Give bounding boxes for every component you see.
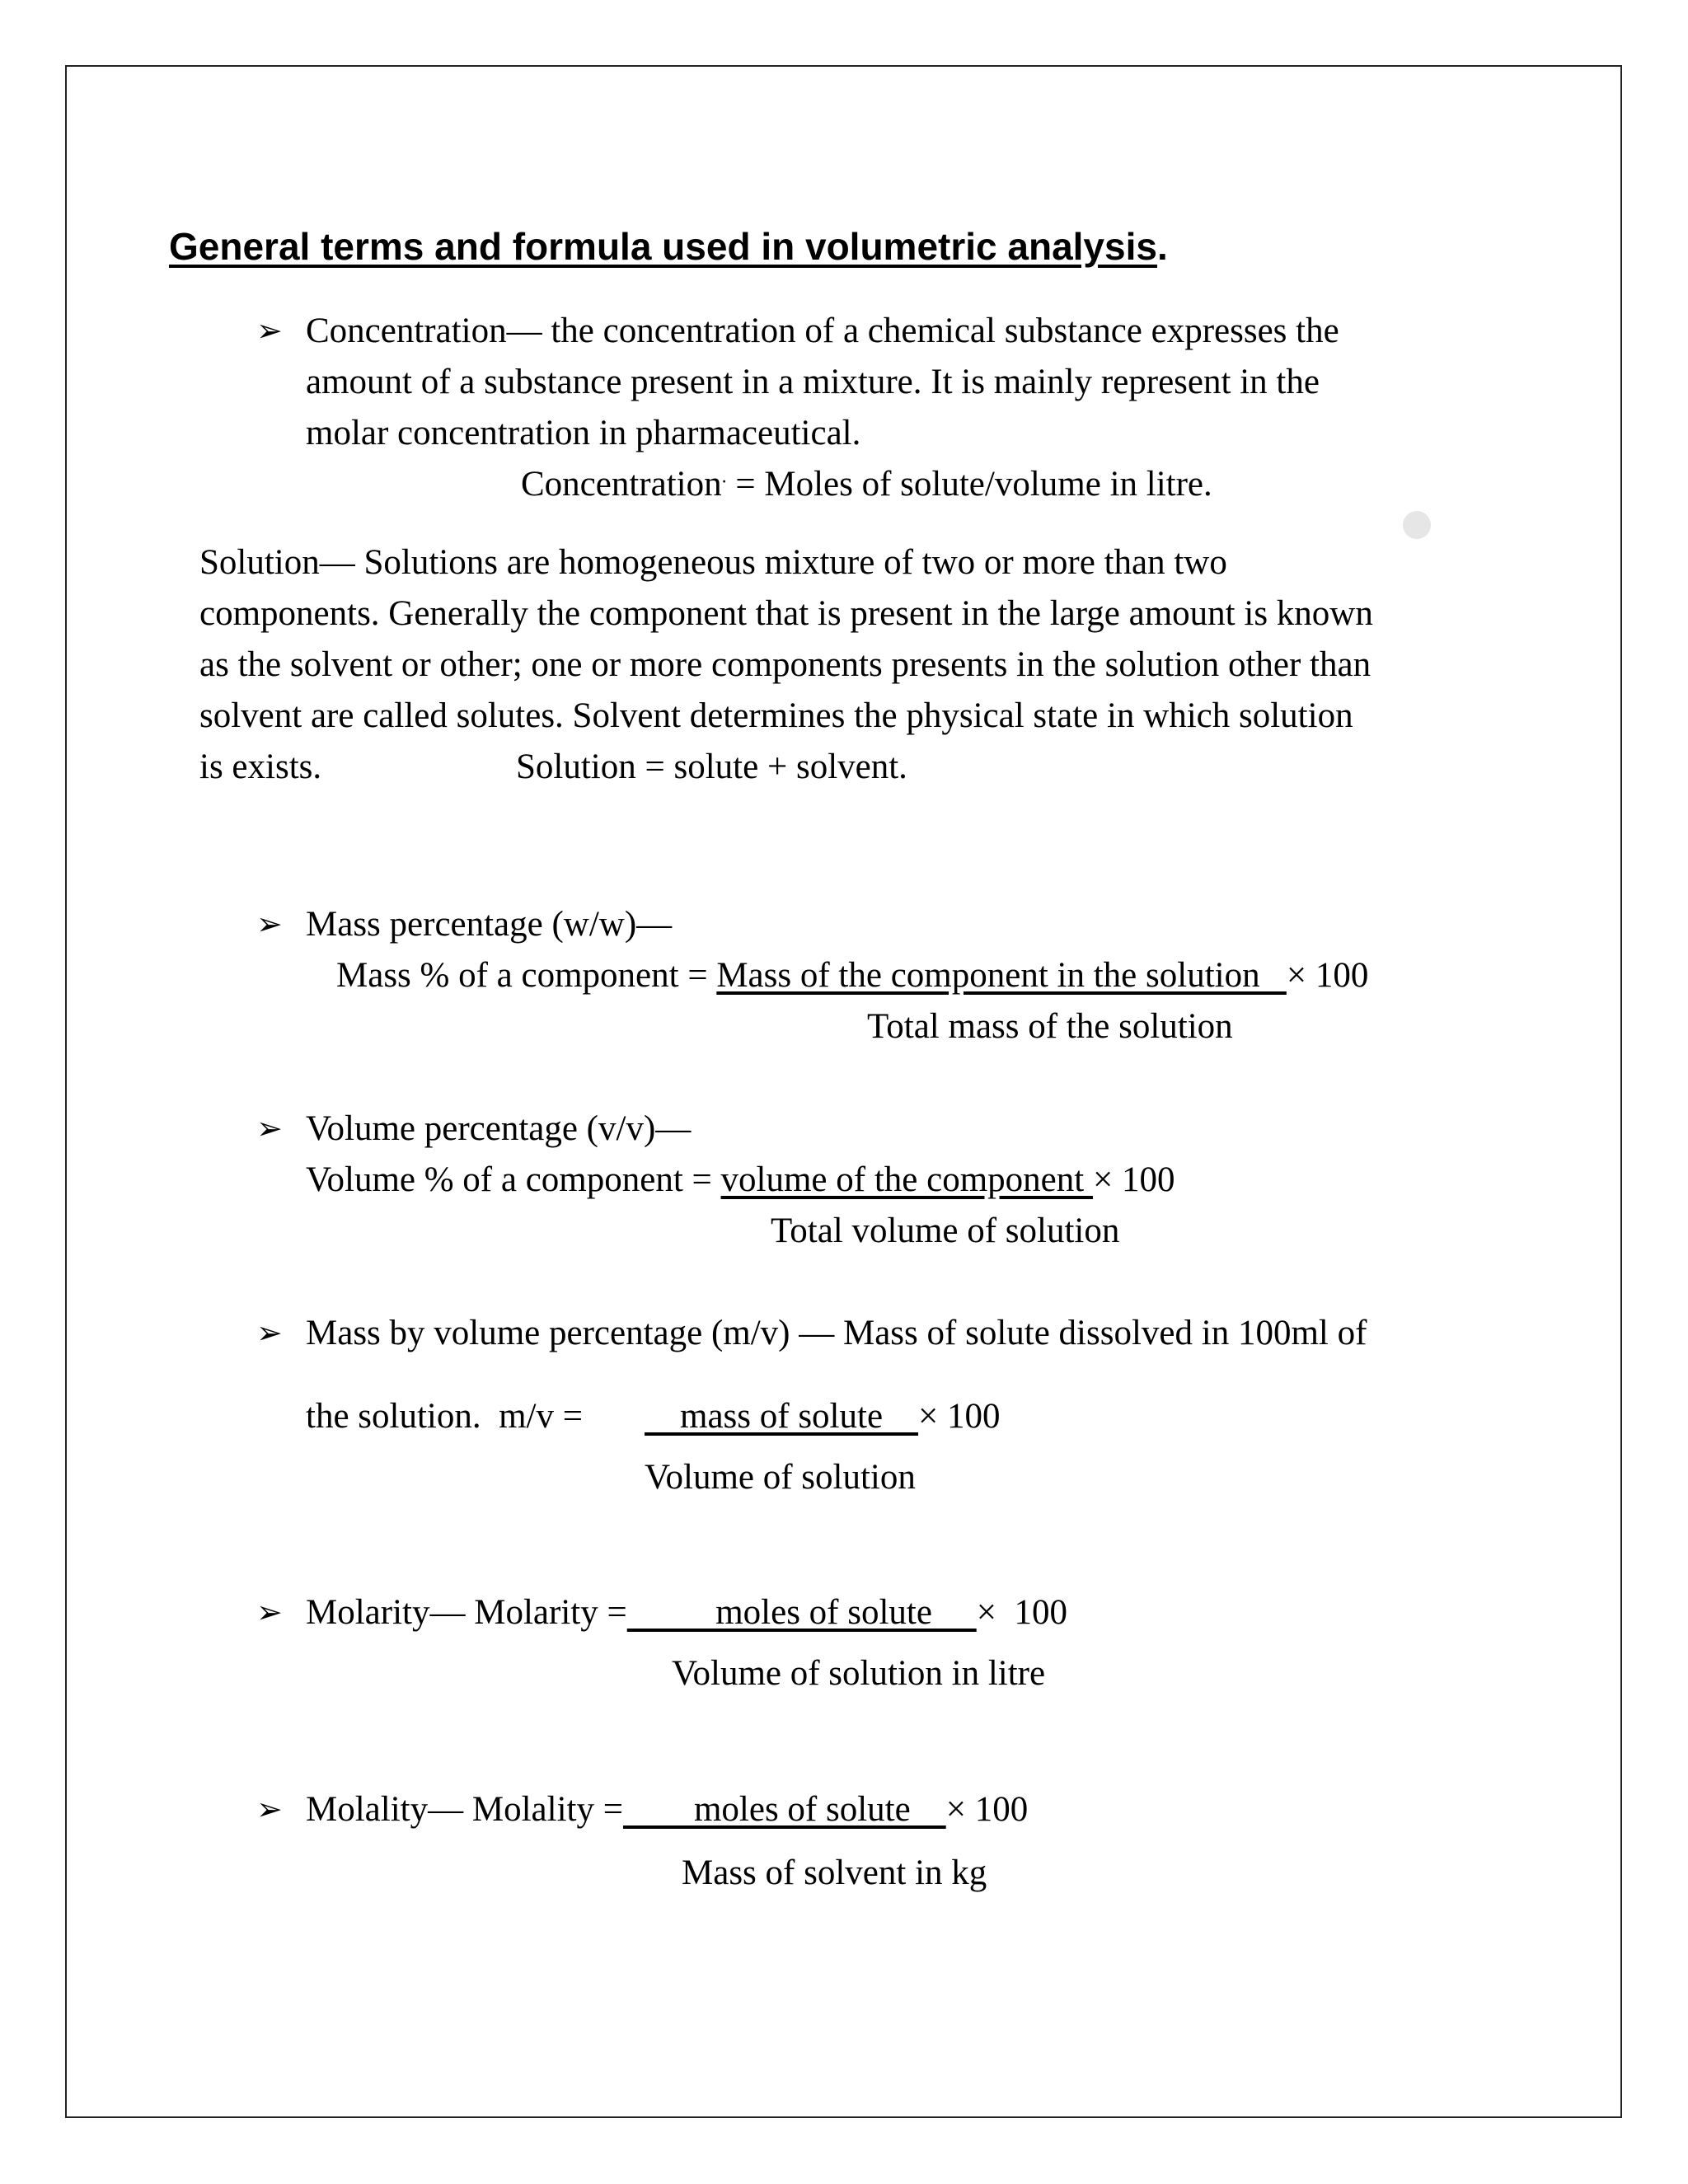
- bullet-icon: ➢: [256, 1110, 283, 1146]
- page-title-period: .: [1156, 225, 1168, 268]
- solution-line-5-formula: Solution = solute + solvent.: [516, 748, 907, 786]
- bullet-icon: ➢: [256, 1791, 283, 1827]
- bullet-icon: ➢: [256, 906, 283, 942]
- bullet-icon: ➢: [256, 312, 283, 349]
- volume-percentage-lhs: Volume % of a component =: [306, 1160, 721, 1199]
- mass-by-volume-lhs: the solution. m/v =: [306, 1397, 584, 1436]
- molality-numerator: moles of solute: [622, 1790, 946, 1829]
- page-title: [169, 224, 1168, 269]
- mass-by-volume-denominator: Volume of solution: [645, 1458, 916, 1497]
- mass-percentage-denominator: Total mass of the solution: [867, 1007, 1233, 1046]
- mass-by-volume-heading: Mass by volume percentage (m/v) — Mass of solute dissolved in 100ml of: [306, 1314, 1367, 1352]
- solution-line-5-text: is exists.: [199, 748, 322, 786]
- bullet-icon: ➢: [256, 1315, 283, 1351]
- mass-percentage-numerator: Mass of the component in the solution: [716, 956, 1287, 995]
- page-title-text: General terms and formula used in volumetric analysis: [169, 225, 1157, 268]
- molarity-formula: [306, 1595, 1067, 1630]
- volume-percentage-heading: Volume percentage (v/v)—: [306, 1109, 692, 1148]
- volume-percentage-multiplier: × 100: [1092, 1160, 1175, 1199]
- molality-lhs: Molality— Molality =: [306, 1790, 623, 1829]
- concentration-line-2: amount of a substance present in a mixture. It is mainly represent in the: [306, 363, 1320, 401]
- mass-by-volume-numerator: mass of solute: [645, 1397, 919, 1436]
- molality-denominator: Mass of solvent in kg: [682, 1854, 987, 1892]
- mass-by-volume-multiplier: × 100: [918, 1397, 1001, 1436]
- molality-formula: [306, 1792, 1028, 1827]
- bullet-icon: ➢: [256, 1594, 283, 1630]
- volume-percentage-numerator: volume of the component: [720, 1160, 1093, 1199]
- volume-percentage-denominator: Total volume of solution: [771, 1212, 1120, 1250]
- volume-percentage-formula: [306, 1162, 1175, 1197]
- solution-line-4: solvent are called solutes. Solvent determines the physical state in which solution: [199, 696, 1353, 735]
- mass-by-volume-fraction: [645, 1399, 1001, 1434]
- mass-percentage-lhs: Mass % of a component =: [336, 956, 717, 995]
- solution-line-1: Solution— Solutions are homogeneous mixture of two or more than two: [199, 543, 1227, 582]
- molality-multiplier: × 100: [945, 1790, 1029, 1829]
- concentration-formula-right: = Moles of solute/volume in litre.: [726, 465, 1212, 504]
- molarity-denominator: Volume of solution in litre: [672, 1654, 1046, 1693]
- concentration-formula-dot: .: [721, 466, 727, 488]
- concentration-formula: [521, 466, 1212, 502]
- concentration-line-3: molar concentration in pharmaceutical.: [306, 414, 861, 452]
- concentration-line-1: Concentration— the concentration of a chemical substance expresses the: [306, 312, 1339, 350]
- molarity-numerator: moles of solute: [626, 1593, 977, 1632]
- scan-smudge: [1403, 511, 1431, 539]
- solution-line-3: as the solvent or other; one or more components presents in the solution other than: [199, 645, 1372, 684]
- molarity-multiplier: × 100: [976, 1593, 1067, 1632]
- molarity-lhs: Molarity— Molarity =: [306, 1593, 627, 1632]
- mass-percentage-heading: Mass percentage (w/w)—: [306, 905, 673, 944]
- mass-percentage-formula: [336, 958, 1368, 993]
- mass-percentage-multiplier: × 100: [1286, 956, 1369, 995]
- concentration-formula-left: Concentration: [521, 465, 722, 504]
- solution-line-2: components. Generally the component that is present in the large amount is known: [199, 594, 1373, 633]
